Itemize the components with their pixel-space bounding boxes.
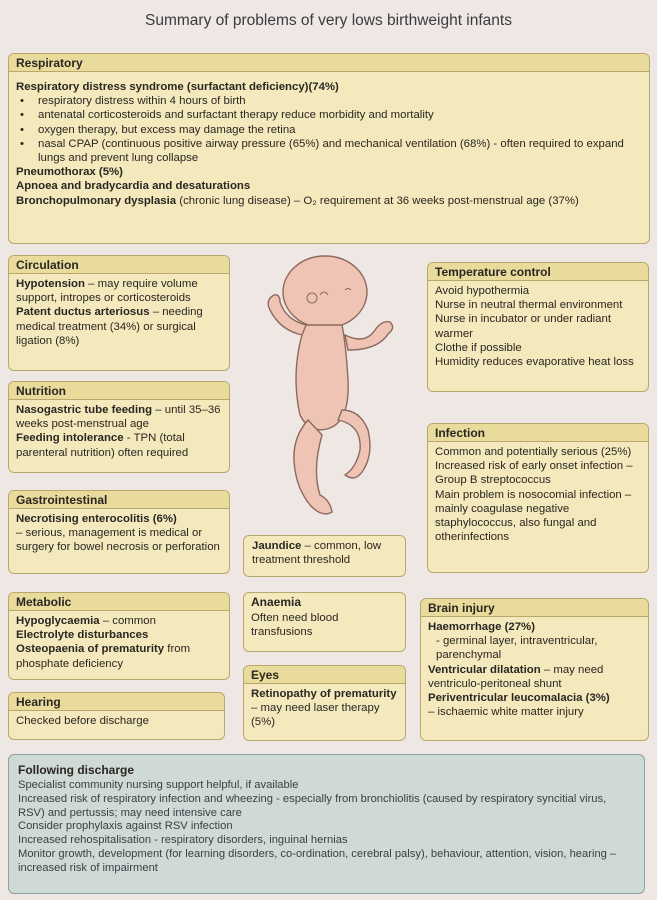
pvl-detail: – ischaemic white matter injury	[428, 706, 584, 719]
pneumothorax-text: Pneumothorax (5%)	[16, 166, 123, 179]
respiratory-heading: Respiratory	[9, 54, 649, 72]
rop-text: Retinopathy of prematurity – may need laser therapy (5%)	[251, 688, 397, 729]
ng-feeding-text: Nasogastric tube feeding – until 35–36 weeks post-menstrual age	[16, 404, 221, 431]
hypotension-text: Hypotension – may require volume support, intropes or corticosteroids	[16, 278, 198, 305]
temperature-line: Humidity reduces evaporative heat loss	[435, 356, 634, 369]
circulation-box	[8, 255, 230, 371]
discharge-line: Increased risk of respiratory infection and wheezing - especially from bronchiolitis (caused by respiratory syncitial virus, RSV) and pertussis; may need intensive care	[18, 792, 607, 819]
following-discharge-box	[8, 754, 645, 894]
temperature-box	[427, 262, 649, 392]
osteopaenia-text: Osteopaenia of prematurity from phosphate deficiency	[16, 643, 191, 670]
nec-detail: – serious, management is medical or surgery for bowel necrosis or perforation	[16, 527, 220, 554]
eyes-box	[243, 665, 406, 741]
pvl-text: Periventricular leucomalacia (3%)	[428, 692, 610, 705]
nutrition-heading: Nutrition	[9, 382, 229, 400]
haemorrhage-text: Haemorrhage (27%)	[428, 621, 535, 633]
metabolic-box	[8, 592, 230, 680]
respiratory-box	[8, 53, 650, 244]
anaemia-box	[243, 592, 406, 652]
eyes-heading: Eyes	[244, 666, 405, 684]
page-title: Summary of problems of very lows birthweight infants	[145, 12, 512, 29]
pda-text: Patent ductus arteriosus – needing medical treatment (34%) or surgical ligation (8%)	[16, 306, 203, 347]
discharge-line: Specialist community nursing support helpful, if available	[18, 779, 299, 791]
temperature-line: Nurse in neutral thermal environment	[435, 299, 623, 312]
discharge-heading: Following discharge	[18, 763, 135, 777]
circulation-heading: Circulation	[9, 256, 229, 274]
infection-box	[427, 423, 649, 573]
discharge-line: Increased rehospitalisation - respiratory disorders, inguinal hernias	[18, 834, 348, 847]
electrolyte-text: Electrolyte disturbances	[16, 629, 149, 642]
hypoglycaemia-text: Hypoglycaemia – common	[16, 615, 156, 627]
temperature-line: Clothe if possible	[435, 341, 522, 354]
ventricular-text: Ventricular dilatation – may need ventriculo-peritoneal shunt	[428, 663, 604, 690]
nec-title: Necrotising enterocolitis (6%)	[16, 513, 177, 525]
gastrointestinal-box	[8, 490, 230, 574]
premature-infant-illustration	[250, 250, 410, 530]
rds-bullet: • oxygen therapy, but excess may damage the retina	[16, 123, 642, 137]
discharge-line: Consider prophylaxis against RSV infection	[18, 820, 233, 833]
jaundice-title: Jaundice	[252, 540, 302, 552]
jaundice-detail: – common, low treatment threshold	[252, 540, 382, 567]
rds-bullet: • antenatal corticosteroids and surfactant therapy reduce morbidity and mortality	[16, 108, 642, 122]
temperature-heading: Temperature control	[428, 263, 648, 281]
jaundice-box	[243, 535, 406, 577]
feeding-intolerance-text: Feeding intolerance - TPN (total parenteral nutrition) often required	[16, 432, 189, 459]
anaemia-heading: Anaemia	[251, 595, 302, 609]
metabolic-heading: Metabolic	[9, 593, 229, 611]
rds-bullet: • nasal CPAP (continuous positive airway pressure (65%) and mechanical ventilation (68%) - often required to expand lungs and prevent lung collapse	[16, 137, 642, 165]
rds-text: Respiratory distress syndrome (surfactant deficiency)(74%)	[16, 81, 339, 93]
haemorrhage-detail: - germinal layer, intraventricular, parenchymal	[436, 635, 598, 662]
apnoea-text: Apnoea and bradycardia and desaturations	[16, 180, 251, 193]
brain-injury-box	[420, 598, 649, 741]
bpd-text: Bronchopulmonary dysplasia (chronic lung disease) – O₂ requirement at 36 weeks post-menstrual age (37%)	[16, 194, 579, 207]
infection-line: Main problem is nosocomial infection – mainly coagulase negative staphylococcus, also fungal and otherinfections	[435, 488, 632, 544]
infection-line: Common and potentially serious (25%)	[435, 446, 632, 458]
discharge-line: Monitor growth, development (for learning disorders, co-ordination, cerebral palsy), behaviour, attention, vision, hearing – increased risk of impairment	[18, 847, 617, 874]
hearing-text: Checked before discharge	[16, 715, 149, 727]
temperature-line: Nurse in incubator or under radiant warmer	[435, 313, 612, 340]
infection-line: Increased risk of early onset infection – Group B streptococcus	[435, 460, 633, 487]
nutrition-box	[8, 381, 230, 473]
anaemia-text: Often need blood transfusions	[251, 612, 339, 639]
hearing-heading: Hearing	[9, 693, 224, 711]
temperature-line: Avoid hypothermia	[435, 285, 530, 297]
hearing-box	[8, 692, 225, 740]
brain-injury-heading: Brain injury	[421, 599, 648, 617]
rds-bullet: • respiratory distress within 4 hours of birth	[16, 94, 642, 108]
gastrointestinal-heading: Gastrointestinal	[9, 491, 229, 509]
infection-heading: Infection	[428, 424, 648, 442]
